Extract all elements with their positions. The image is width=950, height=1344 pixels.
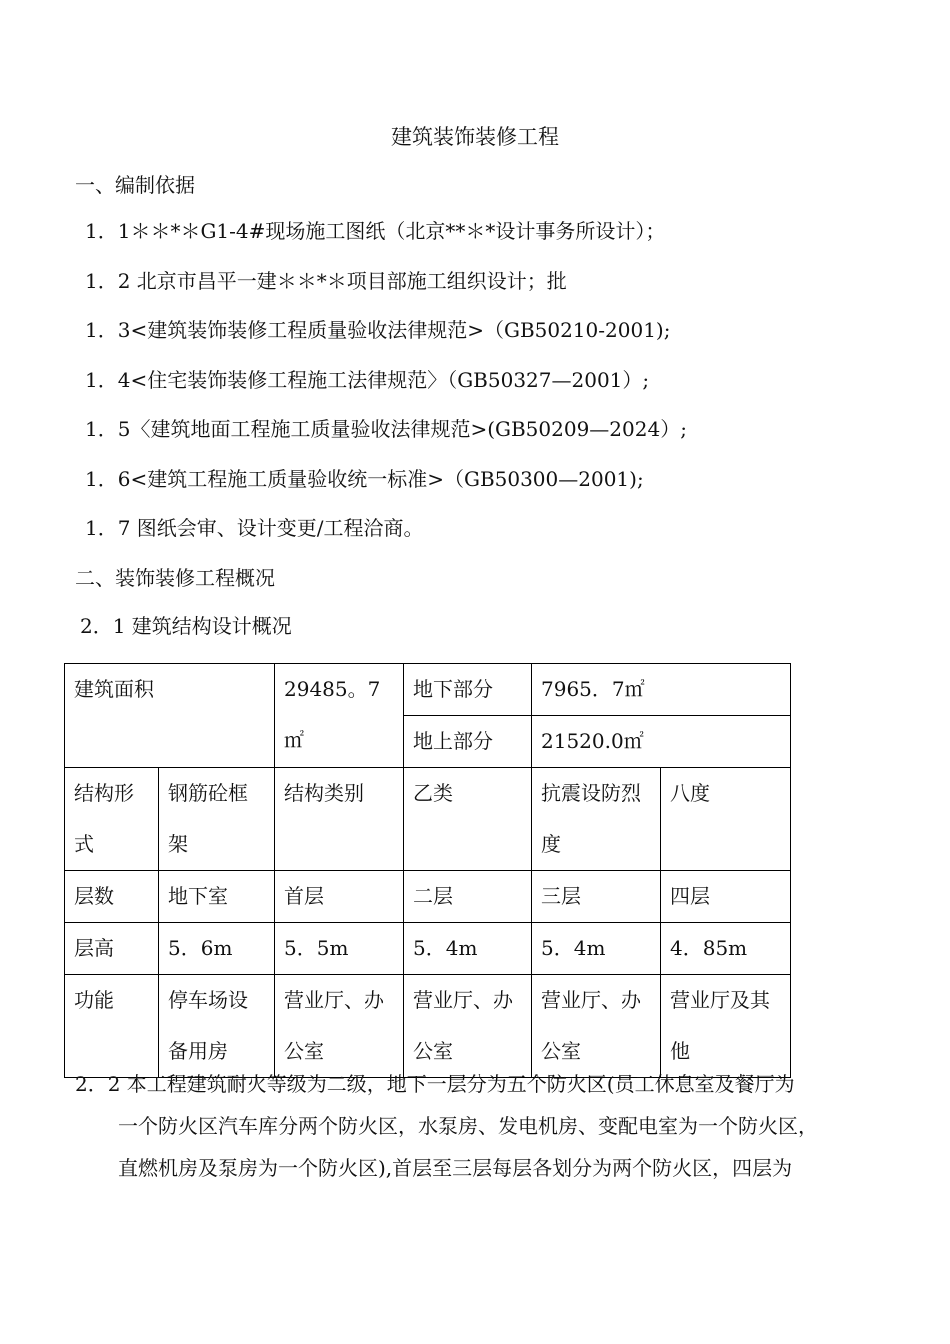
basis-item: 1．4<住宅装饰装修工程施工法律规范〉（GB50327—2001）; <box>85 368 650 392</box>
paragraph-line: 一个防火区汽车库分两个防火区，水泵房、发电机房、变配电室为一个防火区， <box>118 1114 818 1138</box>
table-cell-value: 停车场设备用房 <box>159 975 275 1078</box>
table-cell-value: 5．5m <box>275 923 404 975</box>
basis-item: 1．5〈建筑地面工程施工质量验收法律规范>(GB50209—2024）; <box>85 417 687 441</box>
basis-item: 1．1＊＊*＊G1-4#现场施工图纸（北京**＊*设计事务所设计）； <box>85 219 666 243</box>
table-cell-label: 结构类别 <box>275 768 404 871</box>
basis-item: 1．2 北京市昌平一建＊＊*＊项目部施工组织设计；批 <box>85 269 567 293</box>
section-heading-overview: 二、装饰装修工程概况 <box>75 566 275 590</box>
document-title: 建筑装饰装修工程 <box>391 125 559 149</box>
table-cell-value: 29485。7㎡ <box>275 664 404 768</box>
table-cell-value: 地下室 <box>159 871 275 923</box>
table-cell-value: 钢筋砼框架 <box>159 768 275 871</box>
structure-overview-table <box>64 663 791 1078</box>
table-cell-value: 5．6m <box>159 923 275 975</box>
table-cell-value: 三层 <box>532 871 661 923</box>
table-cell-label: 建筑面积 <box>65 664 275 768</box>
table-cell-value: 营业厅、办公室 <box>532 975 661 1078</box>
table-cell-value: 首层 <box>275 871 404 923</box>
table-cell-value: 5．4m <box>404 923 532 975</box>
table-cell-label: 层数 <box>65 871 159 923</box>
basis-item: 1．7 图纸会审、设计变更/工程洽商。 <box>85 516 424 540</box>
table-cell-value: 5．4m <box>532 923 661 975</box>
fire-rating-paragraph <box>75 1063 895 1189</box>
table-cell-label: 层高 <box>65 923 159 975</box>
table-cell-label: 抗震设防烈度 <box>532 768 661 871</box>
table-cell-label: 地上部分 <box>404 716 532 768</box>
section-heading-basis: 一、编制依据 <box>75 173 195 197</box>
subsection-heading-structure: 2．1 建筑结构设计概况 <box>80 614 292 638</box>
table-cell-value: 4．85m <box>661 923 791 975</box>
table-cell-value: 营业厅及其他 <box>661 975 791 1078</box>
basis-item: 1．6<建筑工程施工质量验收统一标准>（GB50300—2001); <box>85 467 644 491</box>
basis-item: 1．3<建筑装饰装修工程质量验收法律规范>（GB50210-2001); <box>85 318 671 342</box>
table-cell-value: 营业厅、办公室 <box>275 975 404 1078</box>
table-cell-label: 结构形式 <box>65 768 159 871</box>
table-cell-value: 21520.0㎡ <box>532 716 791 768</box>
table-cell-value: 八度 <box>661 768 791 871</box>
table-cell-value: 乙类 <box>404 768 532 871</box>
paragraph-line: 直燃机房及泵房为一个防火区),首层至三层每层各划分为两个防火区，四层为 <box>118 1156 793 1180</box>
table-cell-value: 7965．7㎡ <box>532 664 791 716</box>
paragraph-line: 2．2 本工程建筑耐火等级为二级，地下一层分为五个防火区(员工休息室及餐厅为 <box>75 1072 795 1096</box>
table-cell-value: 营业厅、办公室 <box>404 975 532 1078</box>
table-cell-value: 二层 <box>404 871 532 923</box>
table-cell-label: 功能 <box>65 975 159 1078</box>
table-cell-value: 四层 <box>661 871 791 923</box>
table-cell-label: 地下部分 <box>404 664 532 716</box>
